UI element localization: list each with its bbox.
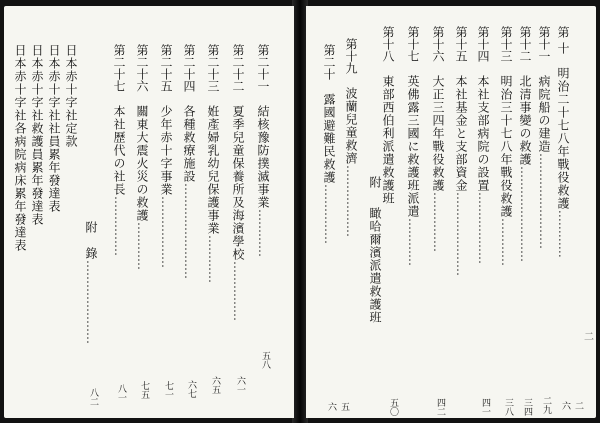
entry-number: 第十三 — [499, 26, 513, 62]
entry-sub-note: 附 瞰哈爾濱派遣救護班 — [368, 176, 382, 324]
leader-dots: ………… — [556, 209, 570, 258]
leader-dots: ……………… — [159, 196, 173, 268]
entry-number: 第二十四 — [182, 44, 196, 92]
entry-title: 病院船の建造 — [537, 75, 551, 153]
entry-number: 第十一 — [537, 26, 551, 62]
entry-title: 結核豫防撲滅事業 — [256, 105, 270, 209]
leader-dots: …………………… — [182, 183, 196, 279]
leader-dots: ………… — [499, 218, 513, 266]
leader-dots: …………………… — [537, 153, 551, 249]
entry-page: 二六 — [560, 401, 583, 410]
appendix-item: 日本赤十字社各病院病床累年發達表 — [13, 44, 27, 252]
toc-entry-14 — [476, 26, 489, 264]
entry-page: 六七 — [186, 380, 196, 398]
leader-dots: …………… — [112, 196, 126, 256]
toc-entry-19 — [344, 38, 357, 237]
entry-number: 第十七 — [406, 26, 420, 62]
leader-dots: …………… — [322, 184, 336, 244]
entry-number: 第十六 — [431, 26, 445, 62]
entry-page: 五六 — [326, 402, 349, 411]
entry-title: 本社支部病院の設置 — [476, 75, 490, 192]
entry-title: 少年赤十字事業 — [159, 105, 173, 196]
entry-number: 第二十五 — [159, 44, 173, 92]
appendix-item: 日本赤十字社定款 — [64, 44, 78, 148]
entry-title: 姙產婦乳幼兒保護事業 — [206, 105, 220, 235]
leader-dots: ………………… — [454, 192, 468, 276]
entry-title: 夏季兒童保養所及海濱學校 — [231, 105, 245, 261]
entry-page: 八一 — [116, 384, 126, 402]
toc-entry-10 — [556, 26, 569, 258]
entry-page: 五八 — [260, 351, 270, 369]
leader-dots: …………………… — [518, 166, 532, 262]
toc-entry-17 — [406, 26, 419, 266]
entry-number: 第十五 — [454, 26, 468, 62]
entry-title: 英佛露三國に救護班派遣 — [406, 75, 420, 218]
appendix-item: 日本赤十字社社員累年發達表 — [47, 44, 61, 213]
entry-number: 第二十三 — [206, 44, 220, 92]
entry-title: 露國避難民救護 — [322, 93, 336, 184]
appendix-page: 八二 — [88, 388, 98, 406]
entry-page: 三八 — [503, 398, 513, 416]
toc-entry-27 — [112, 44, 125, 256]
entry-title: 本社歷代の社長 — [112, 105, 126, 196]
toc-entry-26 — [135, 44, 148, 270]
entry-title: 明治三十七八年戰役救護 — [499, 75, 513, 218]
entry-page: 七五 — [139, 381, 149, 399]
toc-entry-20 — [322, 44, 335, 244]
entry-title: 北清事變の救護 — [518, 75, 532, 166]
entry-number: 第十二 — [518, 26, 532, 62]
page-number: 二 — [584, 332, 594, 343]
leader-dots: ………… — [256, 209, 270, 257]
entry-page: 四一 — [480, 398, 490, 416]
entry-title: 波蘭兒童救濟 — [344, 87, 358, 165]
toc-entry-18 — [381, 26, 394, 205]
entry-number: 第十八 — [381, 26, 395, 62]
toc-entry-12 — [518, 26, 531, 262]
entry-number: 第十九 — [344, 38, 358, 74]
toc-entry-15 — [454, 26, 467, 276]
entry-title: 本社基金と支部資金 — [454, 75, 468, 192]
entry-number: 第二十 — [322, 44, 336, 80]
appendix-heading — [84, 221, 97, 344]
appendix-item: 日本赤十字社救護員累年發達表 — [30, 44, 44, 226]
left-page — [4, 6, 294, 418]
leader-dots: ……………… — [344, 165, 358, 237]
leader-dots: ………… — [206, 235, 220, 283]
entry-number: 第 十 — [556, 26, 570, 54]
leader-dots: ………… — [406, 218, 420, 266]
toc-entry-13 — [499, 26, 512, 266]
toc-entry-25 — [159, 44, 172, 268]
toc-entry-23 — [206, 44, 219, 283]
entry-number: 第二十一 — [256, 44, 270, 92]
leader-dots: …………… — [231, 261, 245, 321]
entry-number: 第十四 — [476, 26, 490, 62]
toc-entry-22 — [231, 44, 244, 321]
entry-number: 第二十二 — [231, 44, 245, 92]
entry-page: 四二 — [435, 398, 445, 416]
leader-dots: ……………… — [476, 192, 490, 264]
entry-page: 五〇 — [388, 398, 398, 416]
toc-entry-21 — [256, 44, 269, 257]
toc-entry-24 — [182, 44, 195, 279]
entry-page: 二九 — [541, 396, 551, 414]
entry-number: 第二十六 — [135, 44, 149, 92]
entry-title: 關東大震火災の救護 — [135, 105, 149, 222]
entry-title: 各種救療施設 — [182, 105, 196, 183]
leader-dots: ………………… — [84, 260, 98, 344]
toc-entry-11 — [537, 26, 550, 249]
entry-page: 六五 — [210, 376, 220, 394]
entry-title: 明治二十七八年戰役救護 — [556, 66, 570, 210]
entry-page: 七一 — [163, 381, 173, 399]
toc-entry-16 — [431, 26, 444, 252]
leader-dots: ………… — [135, 222, 149, 270]
leader-dots: …………… — [431, 192, 445, 252]
appendix-label: 附 錄 — [84, 221, 98, 260]
entry-title: 東部西伯利派遣救護班 — [381, 75, 395, 205]
entry-page: 三四 — [522, 398, 532, 416]
right-page — [306, 6, 596, 418]
entry-number: 第二十七 — [112, 44, 126, 92]
entry-title: 大正三四年戰役救護 — [431, 75, 445, 192]
entry-page: 六一 — [235, 376, 245, 394]
